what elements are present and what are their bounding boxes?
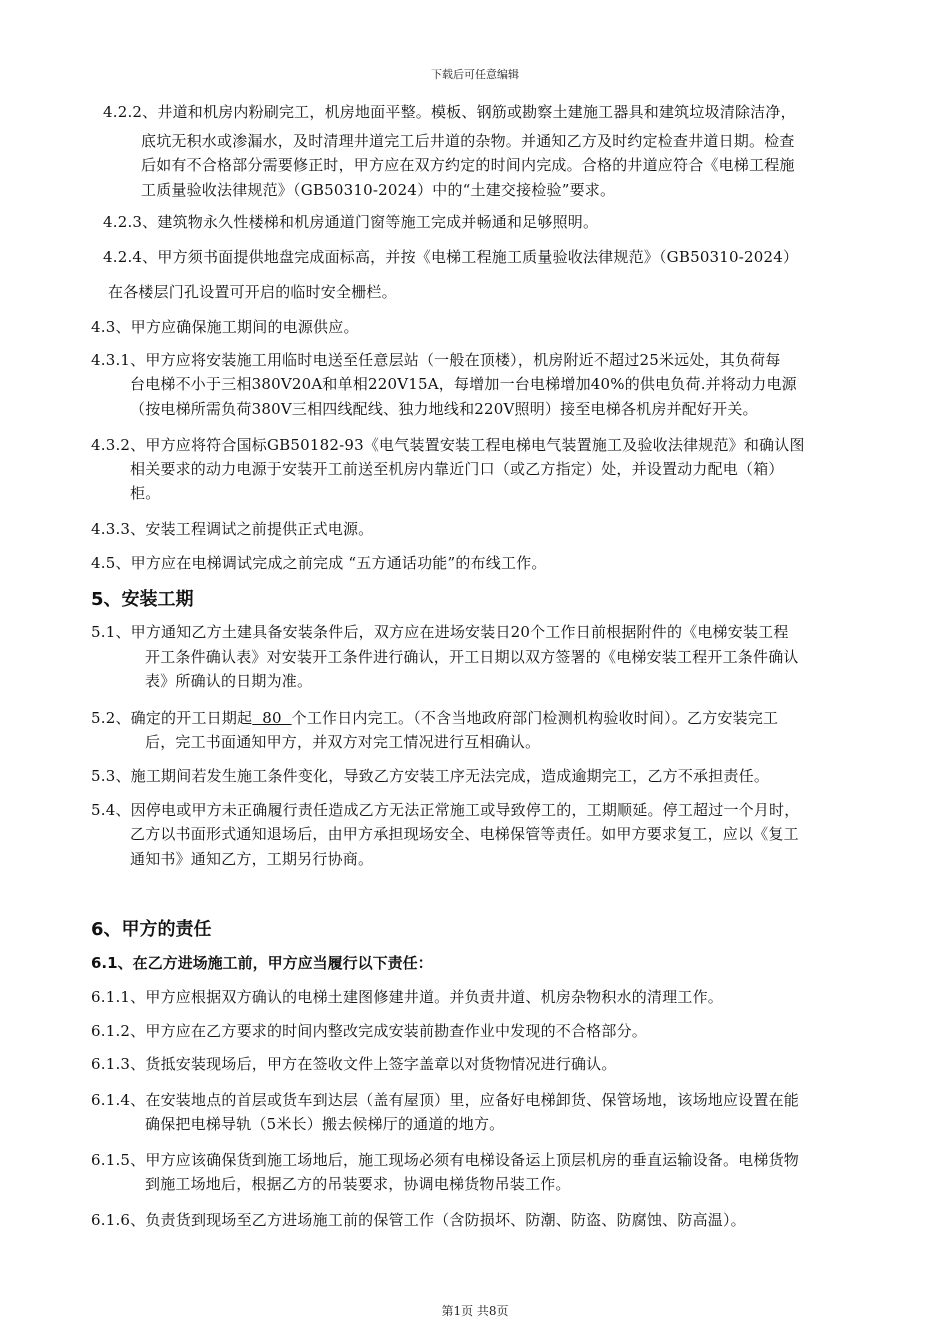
clause-5-2-line2: 后，完工书面通知甲方，并双方对完工情况进行互相确认。 — [145, 733, 541, 751]
clause-4-3-2-line3: 柜。 — [130, 484, 161, 502]
clause-4-3-3: 4.3.3、安装工程调试之前提供正式电源。 — [91, 520, 374, 538]
clause-4-3-1-line3: （按电梯所需负荷380V三相四线配线、独力地线和220V照明）接至电梯各机房并配好开关。 — [130, 400, 758, 418]
subsection-heading-6-1: 6.1、在乙方进场施工前，甲方应当履行以下责任： — [91, 954, 433, 972]
clause-6-1-4-line1: 6.1.4、在安装地点的首层或货车到达层（盖有屋顶）里，应备好电梯卸货、保管场地，该场地应设置在能 — [91, 1091, 799, 1109]
clause-6-1-1: 6.1.1、甲方应根据双方确认的电梯土建图修建井道。并负责井道、机房杂物积水的清理工作。 — [91, 988, 723, 1006]
clause-4-3-1-line2: 台电梯不小于三相380V20A和单相220V15A，每增加一台电梯增加40%的供电负荷.并将动力电源 — [130, 375, 797, 393]
clause-4-3-2-line1: 4.3.2、甲方应将符合国标GB50182-93《电气装置安装工程电梯电气装置施工及验收法律规范》和确认图 — [91, 436, 805, 454]
clause-4-2-4-line2: 在各楼层门孔设置可开启的临时安全栅栏。 — [108, 283, 397, 301]
clause-6-1-2: 6.1.2、甲方应在乙方要求的时间内整改完成安装前勘查作业中发现的不合格部分。 — [91, 1022, 647, 1040]
clause-6-1-5-line1: 6.1.5、甲方应该确保货到施工场地后，施工现场必须有电梯设备运上顶层机房的垂直运输设备。电梯货物 — [91, 1151, 799, 1169]
clause-4-3: 4.3、甲方应确保施工期间的电源供应。 — [91, 318, 359, 336]
clause-4-2-2-line4: 工质量验收法律规范》（GB50310-2024）中的“土建交接检验”要求。 — [141, 181, 616, 199]
clause-6-1-5-line2: 到施工场地后，根据乙方的吊装要求，协调电梯货物吊装工作。 — [145, 1175, 571, 1193]
clause-5-2-prefix: 5.2、确定的开工日期起 — [91, 709, 253, 727]
clause-4-2-2-line2: 底坑无积水或渗漏水，及时清理井道完工后井道的杂物。并通知乙方及时约定检查井道日期。检查 — [141, 132, 795, 150]
clause-4-3-2-line2: 相关要求的动力电源于安装开工前送至机房内靠近门口（或乙方指定）处，并设置动力配电（箱） — [130, 460, 784, 478]
clause-4-2-2-line3: 后如有不合格部分需要修正时，甲方应在双方约定的时间内完成。合格的井道应符合《电梯工程施 — [141, 156, 795, 174]
clause-5-4-line2: 乙方以书面形式通知退场后，由甲方承担现场安全、电梯保管等责任。如甲方要求复工，应以《复工 — [130, 825, 799, 843]
clause-5-1-line1: 5.1、甲方通知乙方土建具备安装条件后，双方应在进场安装日20个工作日前根据附件的《电梯安装工程 — [91, 623, 789, 641]
clause-5-2-line1 — [91, 706, 778, 730]
clause-5-4-line3: 通知书》通知乙方，工期另行协商。 — [130, 850, 374, 868]
page-header: 下载后可任意编辑 — [431, 68, 519, 81]
clause-5-2-suffix: 个工作日内完工。（不含当地政府部门检测机构验收时间）。乙方安装完工 — [291, 709, 779, 727]
clause-4-3-1-line1: 4.3.1、甲方应将安装施工用临时电送至任意层站（一般在顶楼），机房附近不超过25米远处，其负荷每 — [91, 351, 781, 369]
clause-6-1-3: 6.1.3、货抵安装现场后，甲方在签收文件上签字盖章以对货物情况进行确认。 — [91, 1055, 617, 1073]
section-heading-5: 5、安装工期 — [91, 589, 194, 610]
clause-5-3: 5.3、施工期间若发生施工条件变化，导致乙方安装工序无法完成，造成逾期完工，乙方不承担责任。 — [91, 767, 770, 785]
clause-5-1-line3: 表》所确认的日期为准。 — [145, 672, 313, 690]
section-heading-6: 6、甲方的责任 — [91, 919, 212, 940]
clause-4-2-2-line1: 4.2.2、井道和机房内粉刷完工，机房地面平整。模板、钢筋或勘察土建施工器具和建筑垃圾清除洁净， — [103, 103, 796, 121]
clause-5-1-line2: 开工条件确认表》对安装开工条件进行确认，开工日期以双方签署的《电梯安装工程开工条件确认 — [145, 648, 799, 666]
clause-6-1-4-line2: 确保把电梯导轨（5米长）搬去候梯厅的通道的地方。 — [145, 1115, 505, 1133]
clause-4-2-4-line1: 4.2.4、甲方须书面提供地盘完成面标高，并按《电梯工程施工质量验收法律规范》（GB50310-2024） — [103, 248, 799, 266]
clause-6-1-6: 6.1.6、负责货到现场至乙方进场施工前的保管工作（含防损坏、防潮、防盗、防腐蚀、防高温）。 — [91, 1211, 746, 1229]
completion-days-value: 80 — [252, 709, 292, 727]
page-footer: 第1页 共8页 — [441, 1304, 509, 1318]
clause-4-2-3: 4.2.3、建筑物永久性楼梯和机房通道门窗等施工完成并畅通和足够照明。 — [103, 213, 599, 231]
clause-4-5: 4.5、甲方应在电梯调试完成之前完成 “五方通话功能”的布线工作。 — [91, 554, 547, 572]
clause-5-4-line1: 5.4、因停电或甲方未正确履行责任造成乙方无法正常施工或导致停工的，工期顺延。停工超过一个月时， — [91, 801, 800, 819]
